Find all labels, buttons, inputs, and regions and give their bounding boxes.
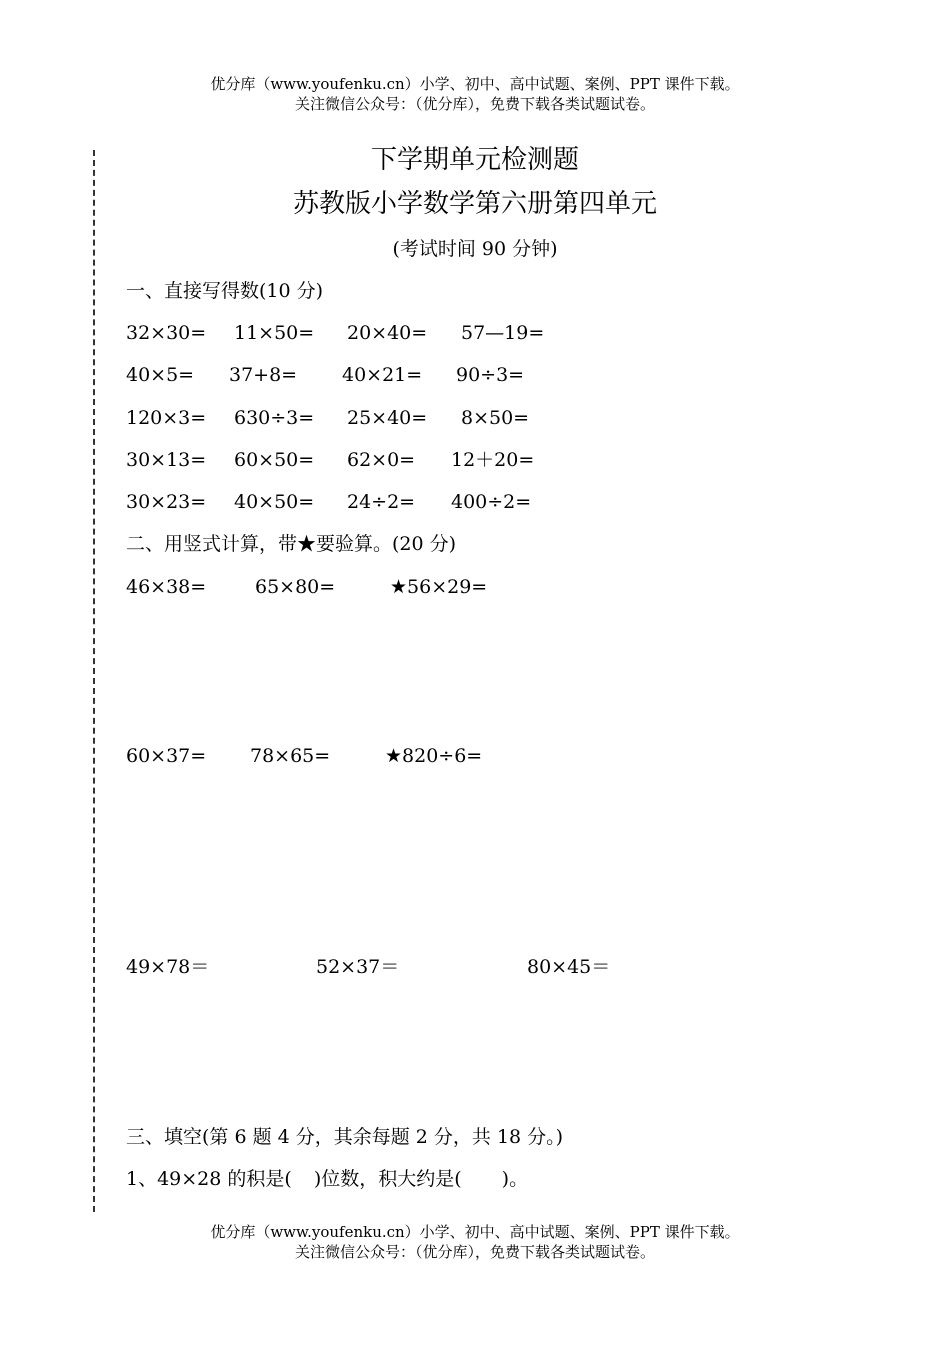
title-line-1: 下学期单元检测题	[370, 145, 579, 175]
footer-line-2: 关注微信公众号：（优分库），免费下载各类试题试卷。	[294, 1243, 655, 1261]
oral-problem: 11×50=	[234, 322, 315, 344]
fill-blank-question-1	[126, 1166, 528, 1192]
oral-problem: 25×40=	[347, 407, 428, 429]
section-3-heading: 三、填空(第 6 题 4 分，其余每题 2 分，共 18 分。)	[126, 1126, 564, 1148]
oral-problem: 30×23=	[126, 491, 207, 513]
question-1-text-middle: )位数，积大约是(	[313, 1168, 462, 1190]
section-1-row	[0, 405, 950, 431]
oral-problem: 20×40=	[347, 322, 428, 344]
binding-cut-line	[93, 150, 95, 1212]
page-header	[0, 74, 950, 114]
page-footer	[0, 1222, 950, 1262]
oral-problem: 8×50=	[461, 407, 530, 429]
oral-problem: 57—19=	[461, 322, 545, 344]
section-1-row	[0, 447, 950, 473]
section-1-row	[0, 320, 950, 346]
vertical-calc-problem: ★56×29=	[390, 576, 488, 598]
oral-problem: 40×5=	[126, 364, 195, 386]
vertical-calc-problem: 65×80=	[255, 576, 336, 598]
oral-problem: 630÷3=	[234, 407, 315, 429]
oral-problem: 120×3=	[126, 407, 207, 429]
section-1-row	[0, 489, 950, 515]
oral-problem: 12＋20=	[451, 449, 535, 471]
header-line-2: 关注微信公众号：（优分库），免费下载各类试题试卷。	[294, 95, 655, 113]
section-2-row	[0, 574, 950, 600]
vertical-calc-problem: 60×37=	[126, 745, 207, 767]
oral-problem: 90÷3=	[456, 364, 525, 386]
header-line-1: 优分库（www.youfenku.cn）小学、初中、高中试题、案例、PPT 课件下载。	[210, 75, 740, 93]
oral-problem: 37+8=	[229, 364, 298, 386]
section-2-heading: 二、用竖式计算，带★要验算。(20 分)	[126, 533, 457, 555]
vertical-calc-problem: 46×38=	[126, 576, 207, 598]
oral-problem: 40×50=	[234, 491, 315, 513]
oral-problem: 24÷2=	[347, 491, 416, 513]
oral-problem: 32×30=	[126, 322, 207, 344]
section-2-row	[0, 743, 950, 769]
question-1-text-start: 1、49×28 的积是(	[126, 1168, 292, 1190]
section-1-heading: 一、直接写得数(10 分)	[126, 280, 324, 302]
vertical-calc-problem: 80×45＝	[527, 956, 611, 978]
oral-problem: 400÷2=	[451, 491, 532, 513]
footer-line-1: 优分库（www.youfenku.cn）小学、初中、高中试题、案例、PPT 课件下载。	[210, 1223, 740, 1241]
vertical-calc-problem: ★820÷6=	[385, 745, 483, 767]
exam-time-note: (考试时间 90 分钟)	[392, 238, 558, 260]
vertical-calc-problem: 49×78＝	[126, 956, 210, 978]
vertical-calc-problem: 78×65=	[250, 745, 331, 767]
question-1-text-end: )。	[501, 1168, 529, 1190]
oral-problem: 60×50=	[234, 449, 315, 471]
oral-problem: 62×0=	[347, 449, 416, 471]
section-1-row	[0, 362, 950, 388]
oral-problem: 40×21=	[342, 364, 423, 386]
vertical-calc-problem: 52×37＝	[316, 956, 400, 978]
section-2-row	[0, 954, 950, 980]
oral-problem: 30×13=	[126, 449, 207, 471]
title-line-2: 苏教版小学数学第六册第四单元	[292, 189, 657, 219]
